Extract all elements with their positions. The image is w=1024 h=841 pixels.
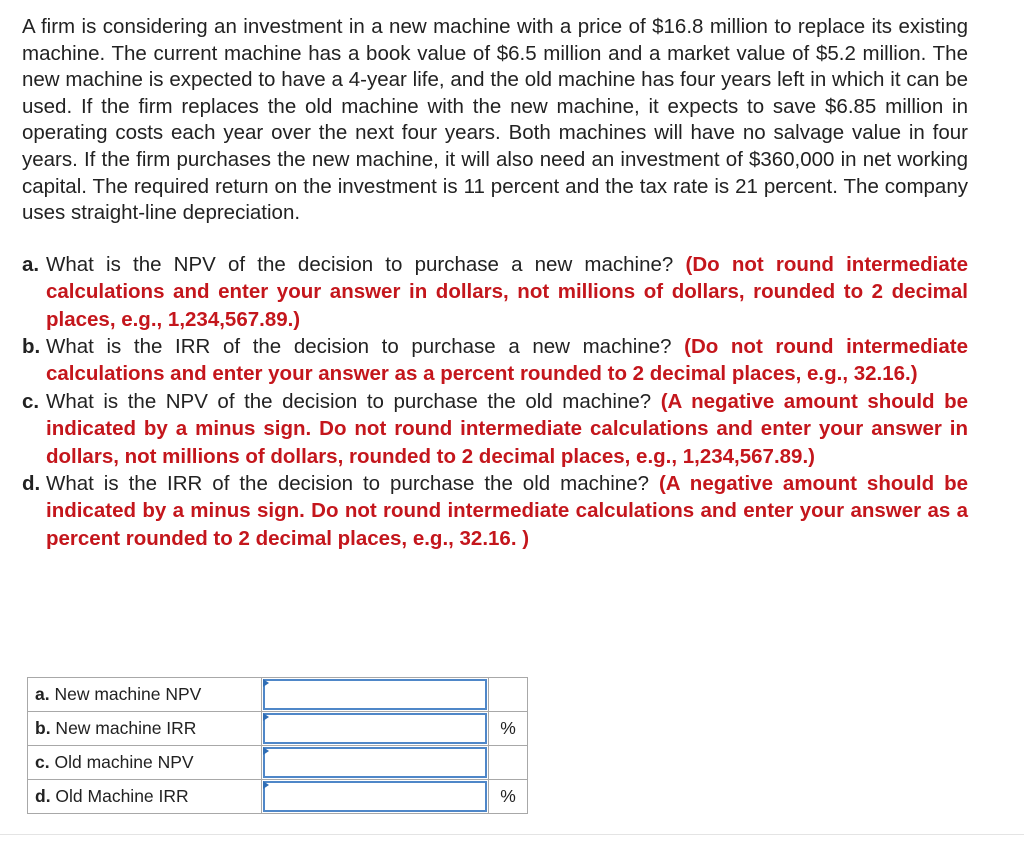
- answer-row-old-machine-irr: [28, 780, 528, 814]
- answer-label-text: New machine IRR: [50, 718, 197, 738]
- answer-input-cell: [262, 712, 489, 746]
- new-machine-npv-input[interactable]: [263, 679, 487, 710]
- answer-label-letter: a.: [35, 684, 50, 704]
- question-instruction: (A negative amount should be indicated by a minus sign. Do not round intermediate calculations and enter your answer as a percent rounded to 2 decimal places, e.g., 32.16. ): [46, 472, 968, 550]
- problem-container: [22, 14, 968, 552]
- old-machine-npv-input[interactable]: [263, 747, 487, 778]
- question-letter: d.: [22, 472, 41, 495]
- question-list: [22, 251, 968, 552]
- question-d: [22, 470, 968, 552]
- answer-unit: %: [489, 780, 528, 814]
- question-text: What is the IRR of the decision to purchase a new machine?: [46, 334, 685, 358]
- answer-label: [28, 780, 262, 814]
- answer-label: [28, 712, 262, 746]
- answer-row-old-machine-npv: [28, 746, 528, 780]
- new-machine-irr-input[interactable]: [263, 713, 487, 744]
- question-instruction: (A negative amount should be indicated by a minus sign. Do not round intermediate calculations and enter your answer in dollars, not millions of dollars, rounded to 2 decimal places, e.g., 1,234,567.89.): [46, 389, 968, 468]
- answer-row-new-machine-npv: [28, 678, 528, 712]
- answer-input-cell: [262, 746, 489, 780]
- answer-label-text: Old Machine IRR: [50, 786, 189, 806]
- answer-label-text: Old machine NPV: [49, 752, 194, 772]
- input-marker-icon: [263, 679, 269, 687]
- answer-unit: [489, 746, 528, 780]
- question-text: What is the IRR of the decision to purchase the old machine?: [46, 472, 659, 495]
- question-b: [22, 333, 968, 388]
- old-machine-irr-input[interactable]: [263, 781, 487, 812]
- answer-label-letter: c.: [35, 752, 50, 772]
- question-text: What is the NPV of the decision to purchase a new machine?: [46, 252, 686, 276]
- answer-unit: [489, 678, 528, 712]
- answer-row-new-machine-irr: [28, 712, 528, 746]
- input-marker-icon: [263, 713, 269, 721]
- answer-input-cell: [262, 780, 489, 814]
- answer-unit: %: [489, 712, 528, 746]
- answer-label-letter: b.: [35, 718, 51, 738]
- answer-label: [28, 746, 262, 780]
- answer-label-letter: d.: [35, 786, 51, 806]
- answer-input-cell: [262, 678, 489, 712]
- answer-table: [27, 677, 528, 814]
- question-instruction: (Do not round intermediate calculations and enter your answer in dollars, not millions of dollars, rounded to 2 decimal places, e.g., 1,234,567.89.): [46, 252, 969, 331]
- answer-label-text: New machine NPV: [49, 684, 202, 704]
- answer-label: [28, 678, 262, 712]
- question-letter: b.: [22, 334, 41, 358]
- question-a: [22, 251, 968, 333]
- problem-statement: A firm is considering an investment in a new machine with a price of $16.8 million to replace its existing machine. The current machine has a book value of $6.5 million and a market value of $5.2 million. The new machine is expected to have a 4-year life, and the old machine has four years left in which it can be used. If the firm replaces the old machine with the new machine, it expects to save $6.85 million in operating costs each year over the next four years. Both machines will have no salvage value in four years. If the firm purchases the new machine, it will also need an investment of $360,000 in net working capital. The required return on the investment is 11 percent and the tax rate is 21 percent. The company uses straight-line depreciation.: [22, 15, 968, 225]
- question-text: What is the NPV of the decision to purchase the old machine?: [46, 389, 661, 413]
- question-letter: c.: [22, 389, 40, 413]
- question-instruction: (Do not round intermediate calculations and enter your answer as a percent rounded to 2 decimal places, e.g., 32.16.): [46, 334, 968, 386]
- question-letter: a.: [22, 252, 40, 276]
- input-marker-icon: [263, 781, 269, 789]
- bottom-divider: [0, 834, 1024, 835]
- question-c: [22, 388, 968, 470]
- input-marker-icon: [263, 747, 269, 755]
